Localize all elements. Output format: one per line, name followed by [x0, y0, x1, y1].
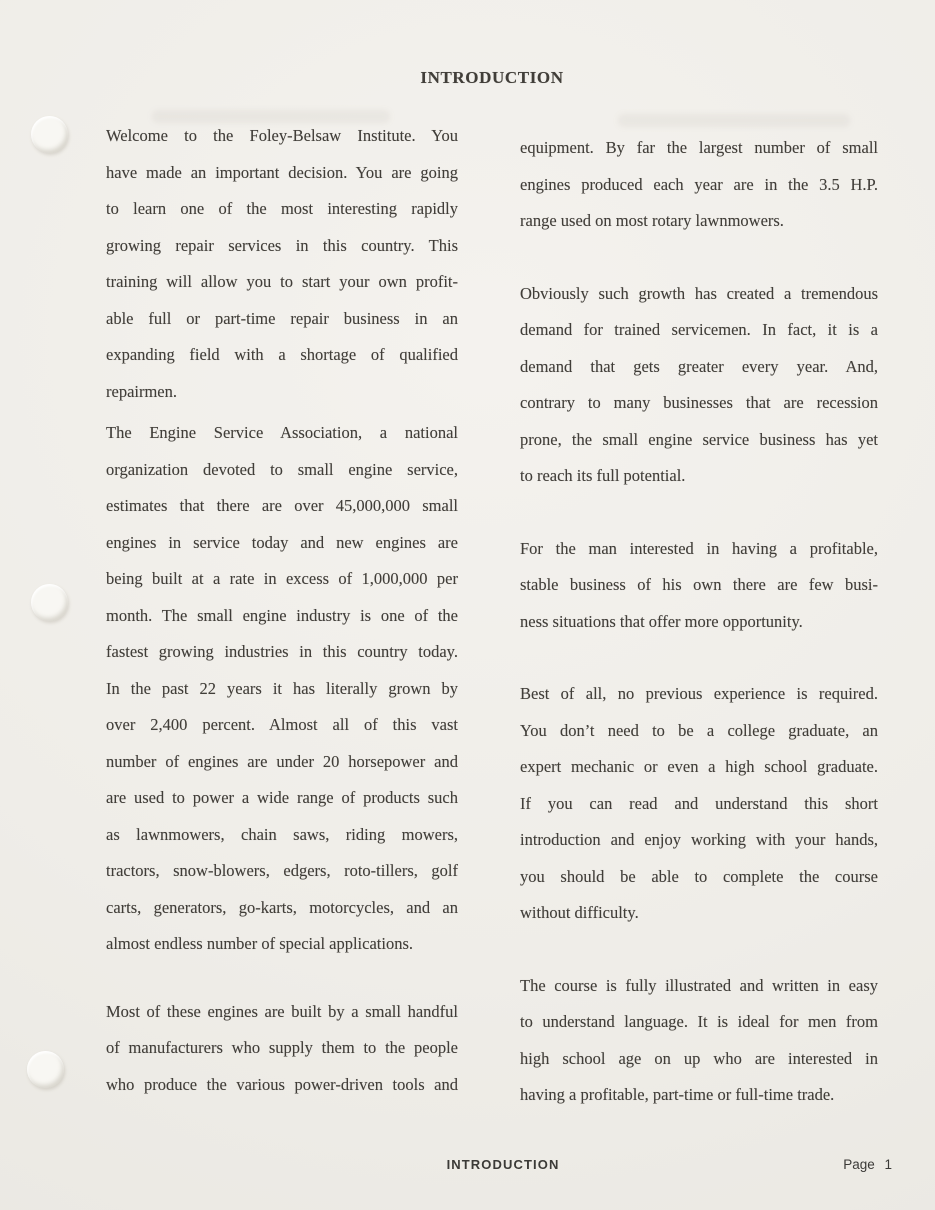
text-line: The course is fully illustrated and written in easy	[520, 975, 878, 995]
text-line: Obviously such growth has created a tremendous	[520, 283, 878, 303]
text-line: If you can read and understand this short	[520, 793, 878, 813]
text-line: being built at a rate in excess of 1,000,000 per	[106, 569, 458, 588]
text-line: tractors, snow-blowers, edgers, roto-tillers, golf	[106, 861, 458, 880]
text-line: fastest growing industries in this country today.	[106, 642, 458, 661]
text-line: introduction and enjoy working with your hands,	[520, 830, 878, 849]
text-line: engines in service today and new engines are	[106, 532, 458, 552]
paragraph	[520, 968, 878, 1114]
text-line: equipment. By far the largest number of small	[520, 138, 878, 157]
paragraph	[106, 118, 458, 410]
text-line: carts, generators, go-karts, motorcycles, and an	[106, 897, 458, 917]
text-line: Welcome to the Foley-Belsaw Institute. You	[106, 126, 458, 145]
text-line: month. The small engine industry is one of the	[106, 605, 458, 625]
text-line: In the past 22 years it has literally grown by	[106, 678, 458, 698]
text-line: prone, the small engine service business has yet	[520, 429, 878, 449]
text-line: engines produced each year are in the 3.5 H.P.	[520, 174, 878, 194]
text-line: without difficulty.	[520, 903, 639, 922]
text-line: Best of all, no previous experience is required.	[520, 684, 878, 703]
paragraph	[106, 415, 458, 963]
text-line: estimates that there are over 45,000,000 small	[106, 496, 458, 515]
punch-hole	[31, 116, 68, 153]
text-line: are used to power a wide range of products such	[106, 788, 458, 807]
text-line: You don’t need to be a college graduate, an	[520, 720, 878, 740]
text-line: expert mechanic or even a high school graduate.	[520, 757, 878, 776]
punch-hole	[31, 584, 68, 621]
paragraph	[520, 531, 878, 641]
text-line: have made an important decision. You are going	[106, 162, 458, 182]
text-line: able full or part-time repair business in an	[106, 308, 458, 328]
text-line: growing repair services in this country. This	[106, 235, 458, 255]
paragraph	[106, 994, 458, 1104]
text-line: demand for trained servicemen. In fact, it is a	[520, 320, 878, 339]
paragraph	[520, 130, 878, 240]
paragraph	[520, 676, 878, 932]
text-line: contrary to many businesses that are recession	[520, 393, 878, 412]
punch-hole	[27, 1051, 64, 1088]
text-line: high school age on up who are interested in	[520, 1048, 878, 1068]
text-line: demand that gets greater every year. And,	[520, 356, 878, 376]
text-line: The Engine Service Association, a national	[106, 423, 458, 442]
footer-section-label: INTRODUCTION	[446, 1157, 560, 1172]
text-line: to reach its full potential.	[520, 466, 686, 485]
text-line: to understand language. It is ideal for men from	[520, 1012, 878, 1031]
text-line: of manufacturers who supply them to the people	[106, 1038, 458, 1057]
text-line: ness situations that offer more opportunity.	[520, 611, 803, 631]
text-line: number of engines are under 20 horsepower and	[106, 751, 458, 771]
text-line: to learn one of the most interesting rapidly	[106, 199, 458, 218]
text-line: having a profitable, part-time or full-time trade.	[520, 1085, 835, 1104]
text-line: as lawnmowers, chain saws, riding mowers,	[106, 824, 458, 844]
paragraph	[520, 276, 878, 495]
text-line: range used on most rotary lawnmowers.	[520, 211, 784, 230]
text-line: training will allow you to start your own profit-	[106, 272, 458, 291]
text-line: almost endless number of special applications.	[106, 934, 414, 953]
bleed-through-artifact	[618, 114, 850, 127]
text-line: stable business of his own there are few busi-	[520, 575, 878, 594]
left-column	[106, 118, 458, 1103]
text-line: For the man interested in having a profitable,	[520, 538, 878, 558]
text-line: Most of these engines are built by a small handful	[106, 1001, 458, 1021]
text-line: expanding field with a shortage of qualified	[106, 345, 458, 364]
text-line: organization devoted to small engine service,	[106, 459, 458, 479]
text-line: you should be able to complete the course	[520, 866, 878, 886]
footer-page-number: Page 1	[843, 1157, 892, 1172]
text-line: repairmen.	[106, 381, 178, 401]
right-column	[520, 130, 878, 1114]
text-line: over 2,400 percent. Almost all of this vast	[106, 715, 458, 734]
text-line: who produce the various power-driven tools and	[106, 1074, 458, 1094]
page-title: INTRODUCTION	[420, 68, 564, 87]
